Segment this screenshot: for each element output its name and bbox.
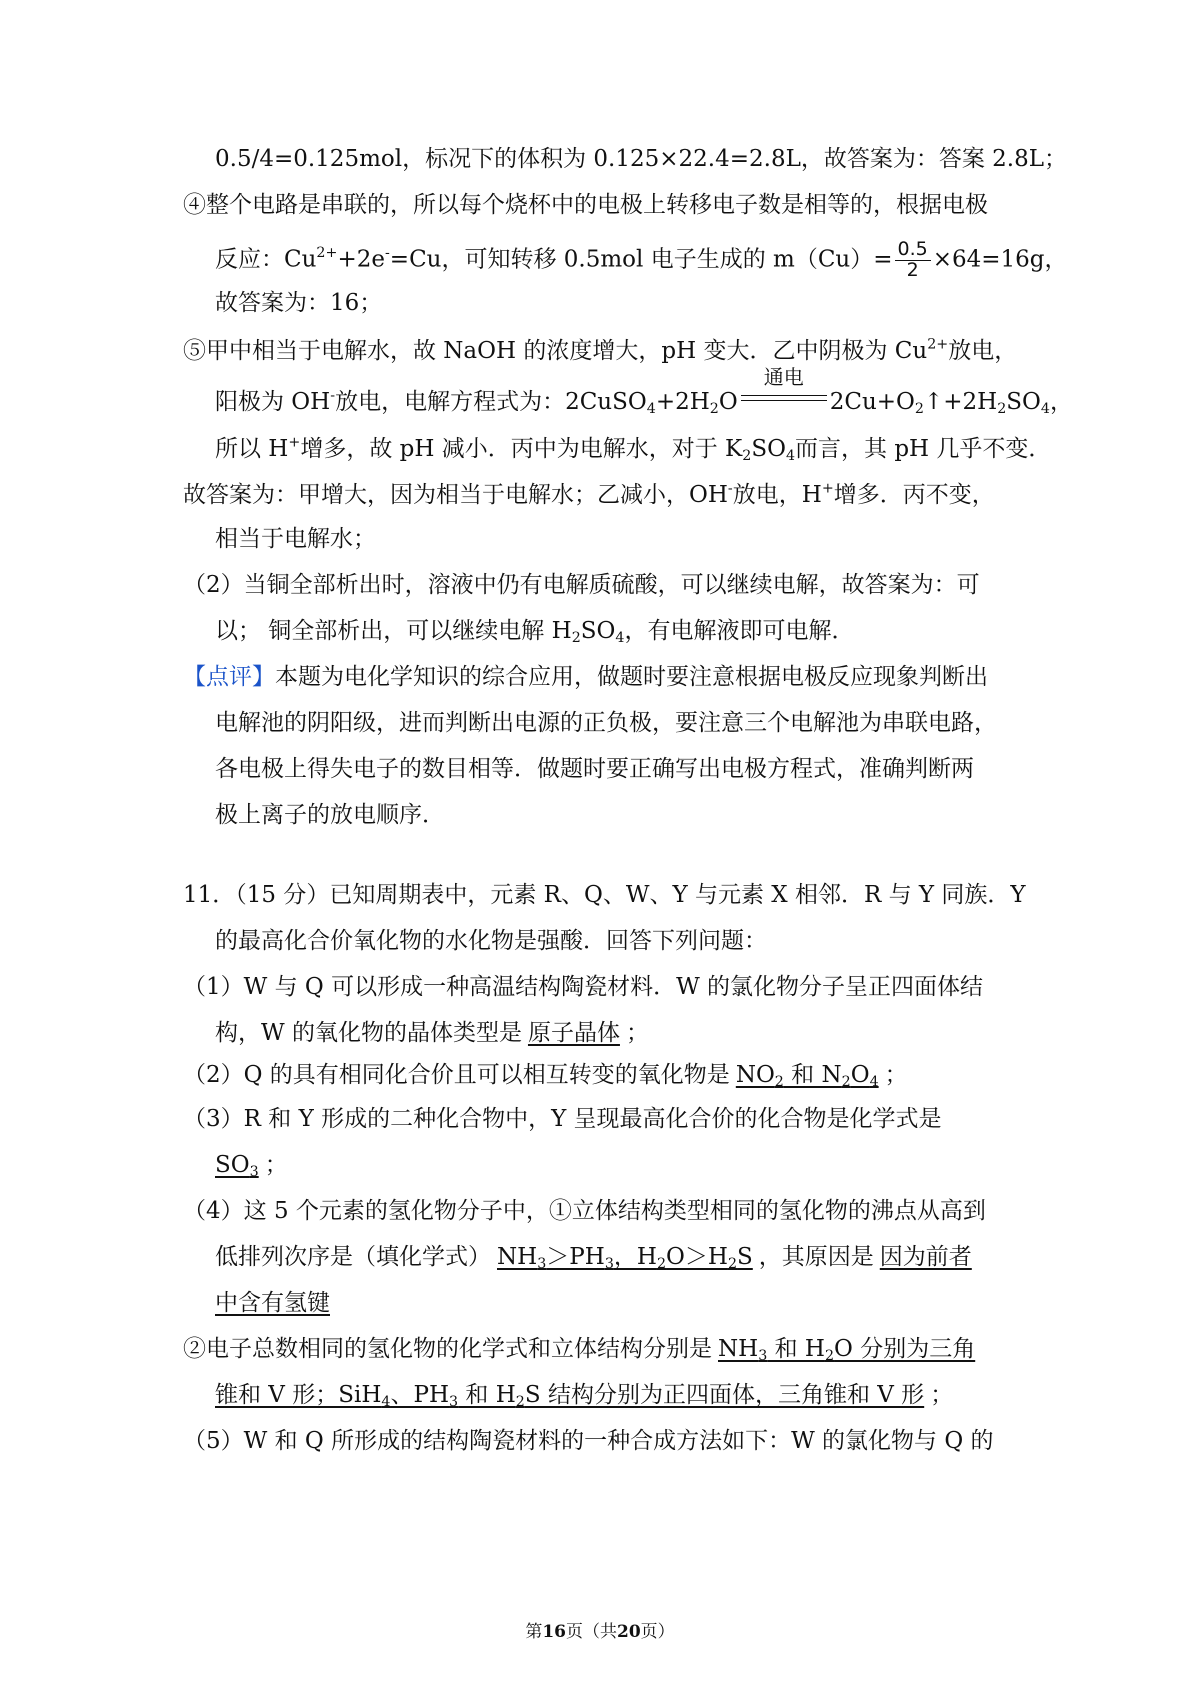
text-line: 故答案为：甲增大，因为相当于电解水；乙减小，OH-放电，H+增多．丙不变， [183, 480, 995, 508]
page-number: 16 [542, 1622, 566, 1642]
question-title: 11．（15 分）已知周期表中，元素 R、Q、W、Y 与元素 X 相邻．R 与 Y 同族．Y [183, 882, 1026, 908]
text-line: 锥和 V 形；SiH$_4$、$PH_3$ 和 $H_2S$ 结构分别为正四面体，三角锥和 V 形 ； [215, 1382, 954, 1410]
answer-blank: 中含有氢键 [215, 1290, 330, 1316]
reaction-condition-arrow: 通电 [739, 389, 829, 409]
text-line: 极上离子的放电顺序． [215, 802, 445, 828]
text-line: ④整个电路是串联的，所以每个烧杯中的电极上转移电子数是相等的，根据电极 [183, 192, 988, 218]
text-line: 0.5/4=0.125mol，标况下的体积为 0.125×22.4=2.8L，故答案为：答案 2.8L； [215, 146, 1068, 172]
text-line: 故答案为：16； [215, 290, 383, 316]
answer-blank: $NO_2$ 和 $N_2O_4$ [735, 1062, 879, 1090]
text-line: （3）R 和 Y 形成的二种化合物中，Y 呈现最高化合价的化合物是化学式是 [183, 1106, 942, 1132]
comment-tag: 【点评】 [183, 664, 275, 690]
text-line: 构，W 的氧化物的晶体类型是 原子晶体 ； [215, 1020, 649, 1046]
text-line: 的最高化合价氧化物的水化物是强酸．回答下列问题： [215, 928, 767, 954]
text-line: 所以 H+增多，故 pH 减小．丙中为电解水，对于 $K_2SO_4$而言，其 pH 几乎不变． [215, 434, 1052, 464]
answer-blank: 因为前者 [879, 1244, 972, 1270]
fraction: $\frac{0.5}{2}$ [895, 240, 931, 281]
text-line [215, 1292, 336, 1315]
equation-line: 阳极为 OH-放电，电解方程式为：$2CuSO_4+2H_2O$ 通电 $2Cu+O_2↑+2H_2SO_4$， [215, 365, 1073, 417]
text-line: （1）W 与 Q 可以形成一种高温结构陶瓷材料．W 的氯化物分子呈正四面体结 [183, 974, 984, 1000]
page-total: 20 [617, 1622, 641, 1642]
answer-blank: 锥和 V 形；SiH$_4$、$PH_3$ 和 $H_2S$ 结构分别为正四面体，三角锥和 V 形 [215, 1382, 925, 1410]
text-line: （5）W 和 Q 所形成的结构陶瓷材料的一种合成方法如下：W 的氯化物与 Q 的 [183, 1428, 994, 1454]
text-line: 反应：$Cu^{2+}+2e^-=Cu$，可知转移 0.5mol 电子生成的 m（Cu）= $\frac{0.5}{2}$ ×64=16g， [215, 238, 1068, 281]
answer-blank: $NH_3$ 和 $H_2O$ 分别为三角 [718, 1336, 976, 1364]
answer-blank: $SO_3$ [215, 1152, 259, 1180]
answer-blank: 原子晶体 [527, 1020, 620, 1046]
text-line: ②电子总数相同的氢化物的化学式和立体结构分别是 $NH_3$ 和 $H_2O$ 分别为三角 [183, 1338, 981, 1361]
comment-line: 【点评】本题为电化学知识的综合应用，做题时要注意根据电极反应现象判断出 [183, 664, 988, 690]
text-line: 各电极上得失电子的数目相等．做题时要正确写出电极方程式，准确判断两 [215, 756, 974, 782]
text-line: 低排列次序是（填化学式） $NH_3>PH_3$，$H_2O>H_2S$ ，其原因是 因为前者 [215, 1246, 978, 1269]
text-line: 电解池的阴阳级，进而判断出电源的正负极，要注意三个电解池为串联电路， [215, 710, 997, 736]
text-line: 以； 铜全部析出，可以继续电解 $H_2SO_4$，有电解液即可电解． [215, 618, 855, 646]
text-line: 相当于电解水； [215, 526, 376, 552]
answer-blank: $NH_3>PH_3$，$H_2O>H_2S$ [497, 1244, 753, 1272]
text-line: $SO_3$ ； [215, 1152, 288, 1180]
text-line: （4）这 5 个元素的氢化物分子中，①立体结构类型相同的氢化物的沸点从高到 [183, 1198, 986, 1224]
text-line: （2）当铜全部析出时，溶液中仍有电解质硫酸，可以继续电解，故答案为：可 [183, 572, 980, 598]
text-line: ⑤甲中相当于电解水，故 NaOH 的浓度增大，pH 变大．乙中阴极为 $Cu^{2+}$放电， [183, 336, 1018, 364]
text-line: （2）Q 的具有相同化合价且可以相互转变的氧化物是 $NO_2$ 和 $N_2O_4$ ； [183, 1062, 908, 1090]
page-footer: 第16页（共20页） [525, 1622, 675, 1642]
